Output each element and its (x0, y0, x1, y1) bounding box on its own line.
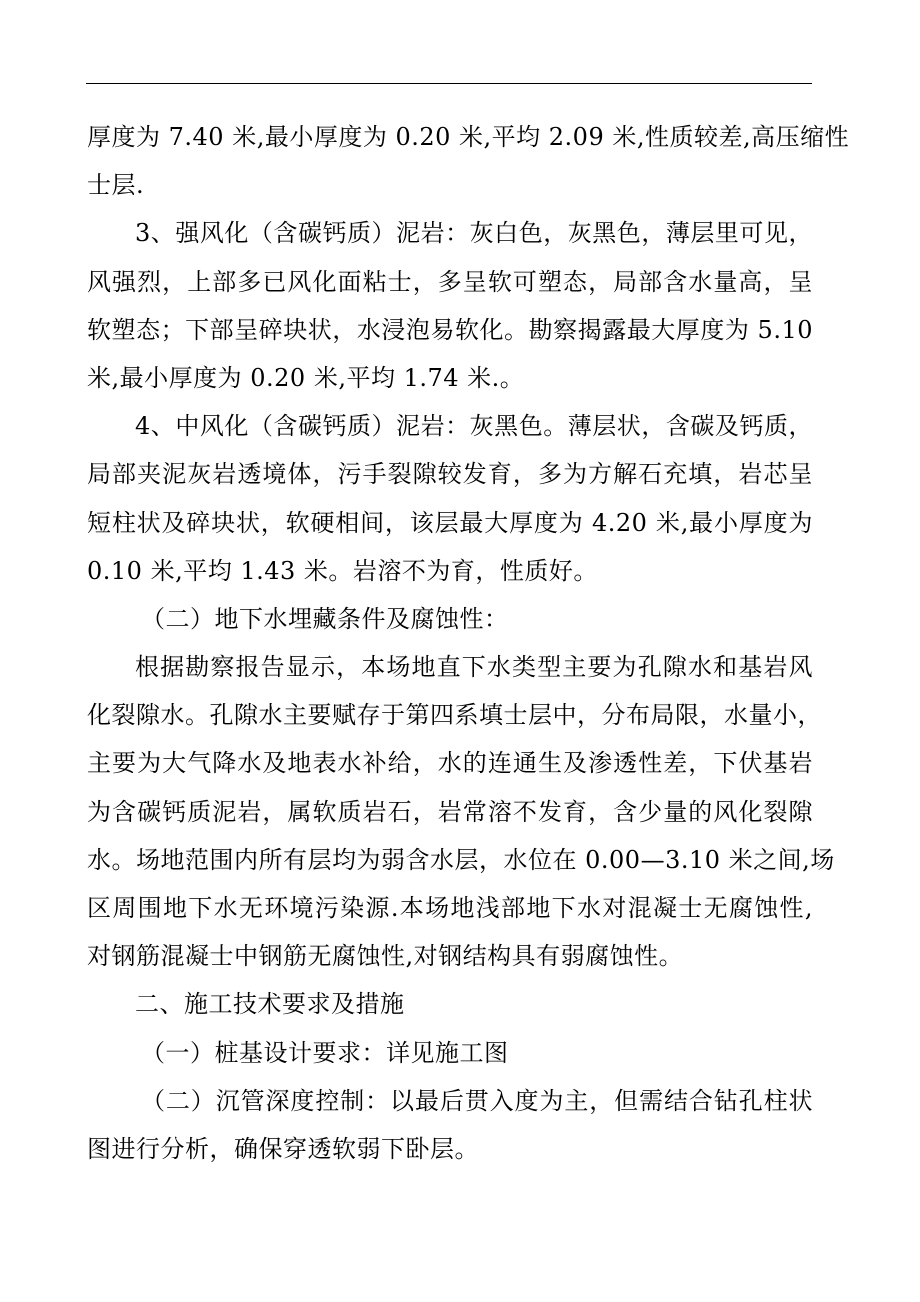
text-line: 软塑态；下部呈碎块状，水浸泡易软化。勘察揭露最大厚度为 5.10 (87, 315, 813, 344)
paragraph-pipe-depth-control (87, 1077, 813, 1173)
paragraph-moderately-weathered-mudstone (87, 402, 813, 595)
text-line: 区周围地下水无环境污染源.本场地浅部地下水对混凝士无腐蚀性, (87, 894, 813, 922)
text-line: （二）沉管深度控制：以最后贯入度为主，但需结合钻孔柱状 (141, 1086, 813, 1115)
text-line: 风强烈，上部多已风化面粘士，多呈软可塑态，局部含水量高，呈 (87, 267, 813, 296)
text-line: 4、中风化（含碳钙质）泥岩：灰黑色。薄层状，含碳及钙质， (135, 412, 813, 441)
section-heading: 二、施工技术要求及措施 (135, 990, 405, 1019)
paragraph-pile-design (87, 1029, 813, 1077)
text-line: 水。场地范围内所有层均为弱含水层，水位在 0.00—3.10 米之间,场 (87, 845, 835, 874)
document-body (87, 113, 850, 1173)
text-line: 主要为大气降水及地表水补给，水的连通生及渗透性差，下伏基岩 (87, 749, 813, 778)
text-line: 0.10 米,平均 1.43 米。岩溶不为育，性质好。 (87, 556, 598, 585)
text-line: （一）桩基设计要求：详见施工图 (141, 1038, 509, 1067)
heading-construction-requirements (87, 980, 813, 1028)
text-line: 短柱状及碎块状，软硬相间，该层最大厚度为 4.20 米,最小厚度为 (87, 508, 813, 537)
text-line: 士层. (87, 171, 145, 200)
section-heading: （二）地下水埋藏条件及腐蚀性： (141, 604, 509, 633)
text-line: 根据勘察报告显示，本场地直下水类型主要为孔隙水和基岩风 (135, 653, 813, 682)
paragraph-soil-layer-continuation (87, 113, 850, 209)
heading-groundwater (87, 595, 813, 643)
text-line: 厚度为 7.40 米,最小厚度为 0.20 米,平均 2.09 米,性质较差,高压缩性 (87, 123, 850, 151)
paragraph-strongly-weathered-mudstone (87, 209, 813, 402)
text-line: 局部夹泥灰岩透境体，污手裂隙较发育，多为方解石充填，岩芯呈 (87, 460, 813, 489)
text-line: 化裂隙水。孔隙水主要赋存于第四系填士层中，分布局限，水量小， (87, 701, 822, 730)
text-line: 对钢筋混凝士中钢筋无腐蚀性,对钢结构具有弱腐蚀性。 (87, 942, 684, 971)
paragraph-groundwater (87, 643, 835, 980)
text-line: 3、强风化（含碳钙质）泥岩：灰白色，灰黑色，薄层里可见， (135, 219, 813, 248)
text-line: 米,最小厚度为 0.20 米,平均 1.74 米.。 (87, 363, 525, 392)
text-line: 图进行分析，确保穿透软弱下卧层。 (87, 1134, 479, 1163)
text-line: 为含碳钙质泥岩，属软质岩石，岩常溶不发育，含少量的风化裂隙 (87, 797, 813, 826)
header-rule (86, 83, 812, 84)
